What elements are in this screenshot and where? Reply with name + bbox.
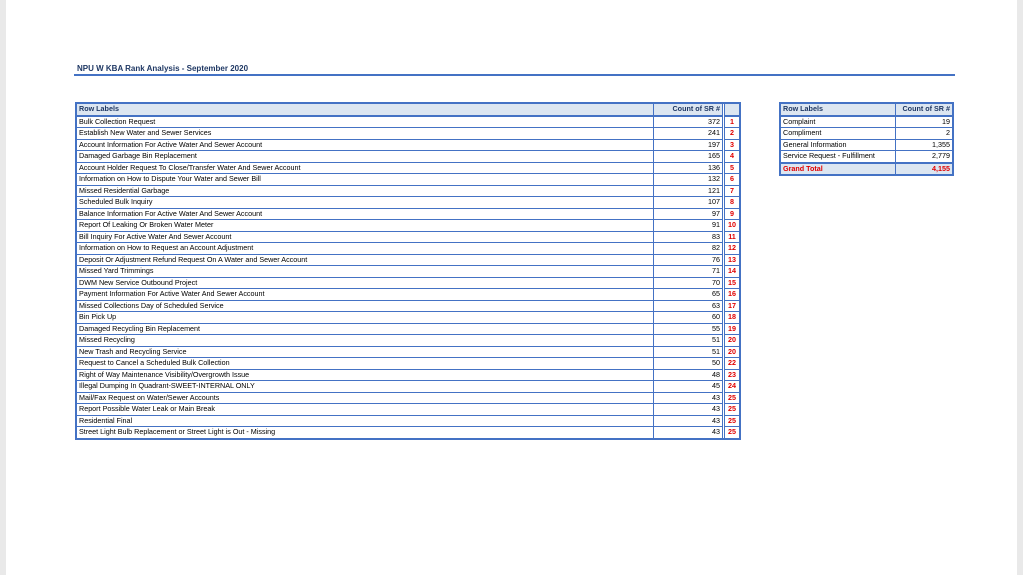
row-count[interactable]: 63 [654,300,723,312]
table-row[interactable] [77,335,740,347]
row-rank[interactable]: 25 [725,404,740,416]
row-label[interactable]: Damaged Garbage Bin Replacement [77,151,654,163]
row-rank[interactable]: 18 [725,312,740,324]
header-row-labels[interactable]: Row Labels [77,104,654,116]
summary-row-label[interactable]: Compliment [781,128,896,140]
table-header-row [77,104,740,116]
row-count[interactable]: 51 [654,346,723,358]
row-label[interactable]: Deposit Or Adjustment Refund Request On A Water and Sewer Account [77,254,654,266]
row-rank[interactable]: 6 [725,174,740,186]
table-row[interactable] [77,266,740,278]
summary-row[interactable] [781,116,953,128]
row-rank[interactable]: 19 [725,323,740,335]
row-count[interactable]: 76 [654,254,723,266]
row-label[interactable]: Bin Pick Up [77,312,654,324]
table-row[interactable] [77,208,740,220]
table-row[interactable] [77,116,740,128]
row-rank[interactable]: 7 [725,185,740,197]
row-label[interactable]: Report Possible Water Leak or Main Break [77,404,654,416]
row-label[interactable]: DWM New Service Outbound Project [77,277,654,289]
row-rank[interactable]: 23 [725,369,740,381]
table-row[interactable] [77,300,740,312]
row-label[interactable]: Mail/Fax Request on Water/Sewer Accounts [77,392,654,404]
summary-row[interactable] [781,139,953,151]
row-count[interactable]: 71 [654,266,723,278]
row-label[interactable]: Illegal Dumping In Quadrant-SWEET-INTERNAL ONLY [77,381,654,393]
table-row[interactable] [77,220,740,232]
grand-total-row[interactable] [781,163,953,175]
row-label[interactable]: Bulk Collection Request [77,116,654,128]
row-count[interactable]: 107 [654,197,723,209]
summary-row-label[interactable]: Service Request - Fulfillment [781,151,896,163]
row-rank[interactable]: 9 [725,208,740,220]
row-count[interactable]: 136 [654,162,723,174]
table-row[interactable] [77,231,740,243]
row-rank[interactable]: 22 [725,358,740,370]
row-count[interactable]: 82 [654,243,723,255]
table-row[interactable] [77,151,740,163]
table-row[interactable] [77,392,740,404]
row-label[interactable]: New Trash and Recycling Service [77,346,654,358]
table-row[interactable] [77,381,740,393]
summary-row-count[interactable]: 19 [896,116,953,128]
row-count[interactable]: 43 [654,404,723,416]
summary-header-count-sr[interactable]: Count of SR # [896,104,953,116]
row-rank[interactable]: 20 [725,335,740,347]
row-rank[interactable]: 12 [725,243,740,255]
header-rank [725,104,740,116]
row-rank[interactable]: 25 [725,427,740,439]
row-label[interactable]: Bill Inquiry For Active Water And Sewer Account [77,231,654,243]
row-count[interactable]: 60 [654,312,723,324]
table-row[interactable] [77,185,740,197]
row-count[interactable]: 372 [654,116,723,128]
summary-row-count[interactable]: 1,355 [896,139,953,151]
row-count[interactable]: 45 [654,381,723,393]
row-label[interactable]: Right of Way Maintenance Visibility/Overgrowth Issue [77,369,654,381]
table-row[interactable] [77,162,740,174]
row-label[interactable]: Information on How to Dispute Your Water and Sewer Bill [77,174,654,186]
row-label[interactable]: Missed Residential Garbage [77,185,654,197]
report-title: NPU W KBA Rank Analysis - September 2020 [77,64,249,73]
row-rank[interactable]: 16 [725,289,740,301]
row-count[interactable]: 43 [654,415,723,427]
table-row[interactable] [77,323,740,335]
row-label[interactable]: Account Information For Active Water And Sewer Account [77,139,654,151]
row-label[interactable]: Payment Information For Active Water And Sewer Account [77,289,654,301]
row-label[interactable]: Information on How to Request an Account Adjustment [77,243,654,255]
report-page [6,0,1017,575]
table-row[interactable] [77,312,740,324]
table-row[interactable] [77,277,740,289]
row-label[interactable]: Missed Yard Trimmings [77,266,654,278]
row-rank[interactable]: 13 [725,254,740,266]
summary-row-count[interactable]: 2 [896,128,953,140]
row-count[interactable]: 91 [654,220,723,232]
row-rank[interactable]: 3 [725,139,740,151]
table-row[interactable] [77,415,740,427]
title-underline [74,74,955,76]
table-row[interactable] [77,358,740,370]
row-label[interactable]: Street Light Bulb Replacement or Street Light is Out - Missing [77,427,654,439]
row-rank[interactable]: 14 [725,266,740,278]
grand-total-count[interactable]: 4,155 [896,163,953,175]
kba-rank-table [76,103,740,439]
table-row[interactable] [77,128,740,140]
category-summary-table [780,103,953,175]
row-count[interactable]: 165 [654,151,723,163]
row-count[interactable]: 97 [654,208,723,220]
row-count[interactable]: 132 [654,174,723,186]
row-rank[interactable]: 25 [725,415,740,427]
row-rank[interactable]: 17 [725,300,740,312]
table-row[interactable] [77,174,740,186]
row-count[interactable]: 241 [654,128,723,140]
summary-row-count[interactable]: 2,779 [896,151,953,163]
row-rank[interactable]: 10 [725,220,740,232]
row-label[interactable]: Missed Collections Day of Scheduled Service [77,300,654,312]
row-rank[interactable]: 4 [725,151,740,163]
row-rank[interactable]: 11 [725,231,740,243]
row-rank[interactable]: 5 [725,162,740,174]
summary-header-row [781,104,953,116]
table-row[interactable] [77,289,740,301]
row-count[interactable]: 48 [654,369,723,381]
row-count[interactable]: 55 [654,323,723,335]
table-row[interactable] [77,243,740,255]
summary-header-row-labels[interactable]: Row Labels [781,104,896,116]
row-count[interactable]: 43 [654,427,723,439]
row-label[interactable]: Establish New Water and Sewer Services [77,128,654,140]
header-count-sr[interactable]: Count of SR # [654,104,723,116]
row-count[interactable]: 197 [654,139,723,151]
row-count[interactable]: 65 [654,289,723,301]
table-row[interactable] [77,254,740,266]
row-rank[interactable]: 8 [725,197,740,209]
grand-total-label[interactable]: Grand Total [781,163,896,175]
row-count[interactable]: 50 [654,358,723,370]
table-row[interactable] [77,427,740,439]
summary-row-label[interactable]: Complaint [781,116,896,128]
table-row[interactable] [77,197,740,209]
row-count[interactable]: 83 [654,231,723,243]
row-label[interactable]: Scheduled Bulk Inquiry [77,197,654,209]
row-count[interactable]: 43 [654,392,723,404]
table-row[interactable] [77,346,740,358]
row-rank[interactable]: 1 [725,116,740,128]
row-rank[interactable]: 20 [725,346,740,358]
row-count[interactable]: 121 [654,185,723,197]
row-rank[interactable]: 25 [725,392,740,404]
table-row[interactable] [77,369,740,381]
row-rank[interactable]: 15 [725,277,740,289]
summary-row[interactable] [781,151,953,163]
row-label[interactable]: Missed Recycling [77,335,654,347]
row-label[interactable]: Residential Final [77,415,654,427]
summary-row[interactable] [781,128,953,140]
row-label[interactable]: Damaged Recycling Bin Replacement [77,323,654,335]
summary-row-label[interactable]: General Information [781,139,896,151]
row-rank[interactable]: 2 [725,128,740,140]
table-row[interactable] [77,404,740,416]
row-label[interactable]: Request to Cancel a Scheduled Bulk Collection [77,358,654,370]
row-rank[interactable]: 24 [725,381,740,393]
table-row[interactable] [77,139,740,151]
row-count[interactable]: 70 [654,277,723,289]
row-label[interactable]: Report Of Leaking Or Broken Water Meter [77,220,654,232]
row-count[interactable]: 51 [654,335,723,347]
row-label[interactable]: Balance Information For Active Water And Sewer Account [77,208,654,220]
row-label[interactable]: Account Holder Request To Close/Transfer Water And Sewer Account [77,162,654,174]
